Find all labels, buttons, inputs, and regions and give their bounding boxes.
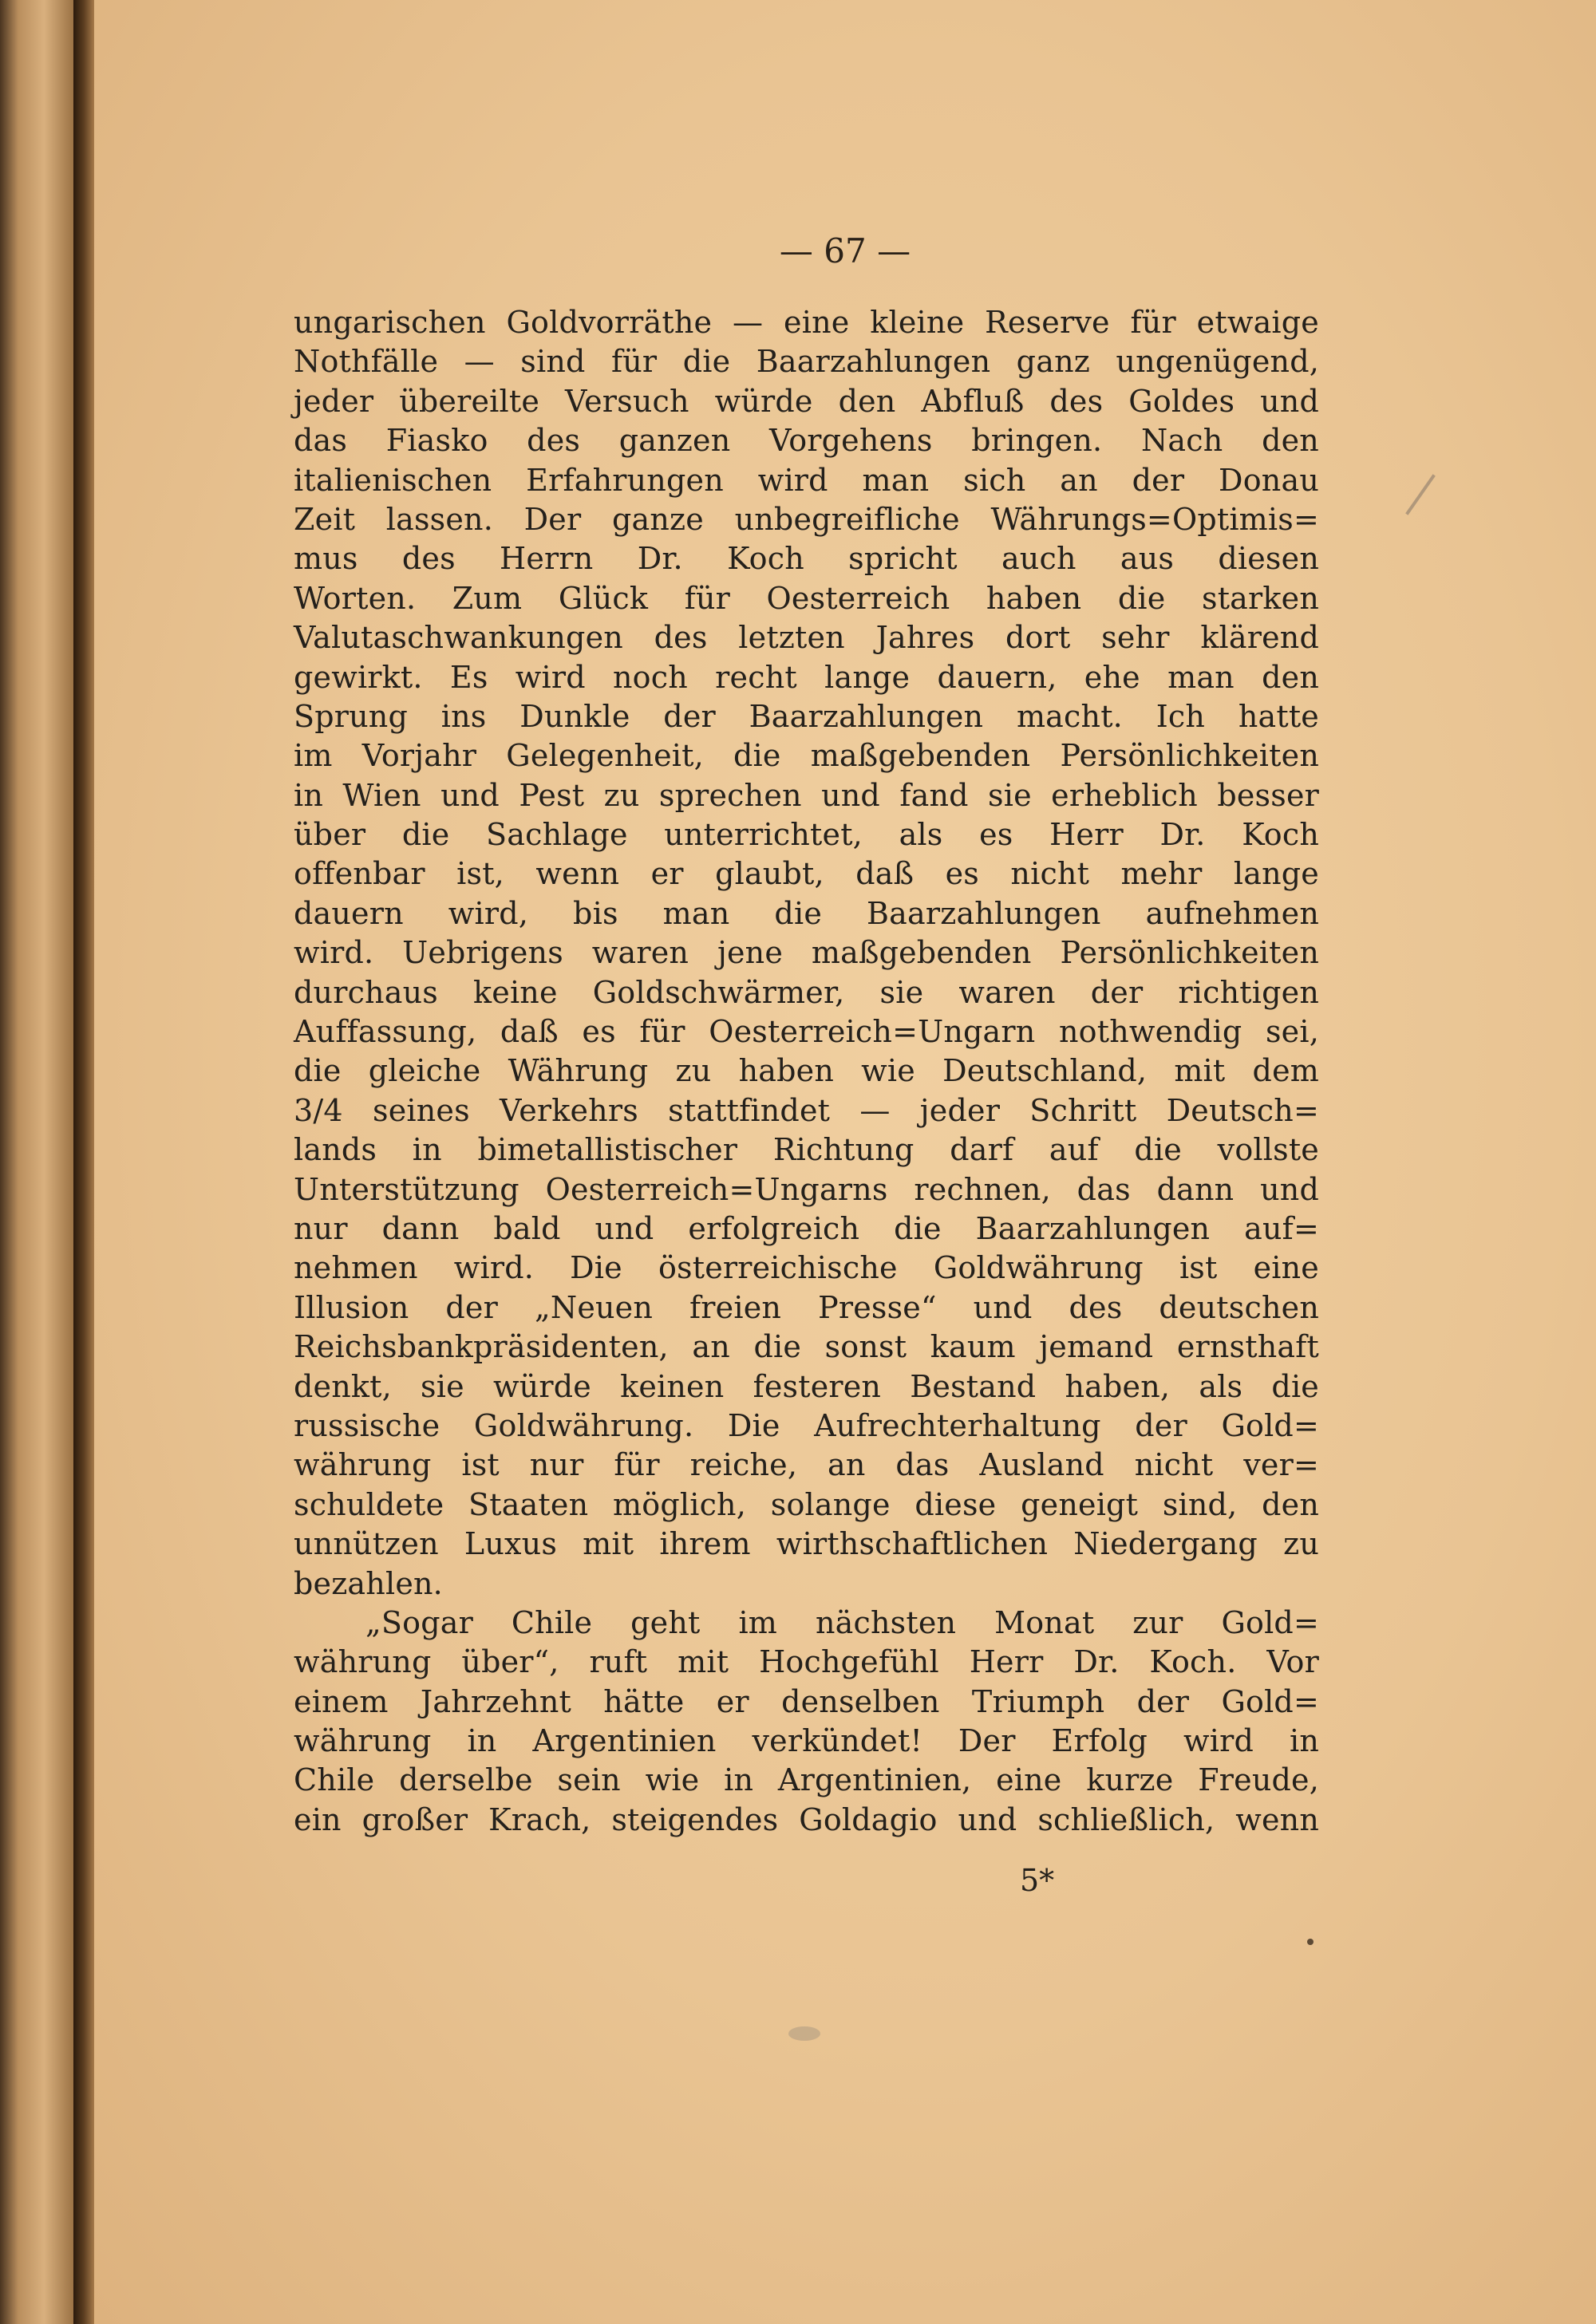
text-line: dauern wird, bis man die Baarzahlungen aufnehmen [294,895,1319,931]
text-line: Nothfälle — sind für die Baarzahlungen ganz ungenügend, [294,344,1319,380]
text-line: Reichsbankpräsidenten, an die sonst kaum jemand ernsthaft [294,1329,1319,1365]
text-line: währung in Argentinien verkündet! Der Erfolg wird in [294,1723,1319,1759]
text-line: offenbar ist, wenn er glaubt, daß es nicht mehr lange [294,856,1319,892]
text-line: wird. Uebrigens waren jene maßgebenden Persönlichkeiten [294,935,1319,971]
body-text [294,303,1319,1840]
text-line: währung über“, ruft mit Hochgefühl Herr Dr. Koch. Vor [294,1644,1319,1680]
text-line: das Fiasko des ganzen Vorgehens bringen. Nach den [294,423,1319,459]
text-line: mus des Herrn Dr. Koch spricht auch aus diesen [294,541,1319,577]
text-line: in Wien und Pest zu sprechen und fand sie erheblich besser [294,777,1319,813]
text-line: Illusion der „Neuen freien Presse“ und des deutschen [294,1289,1319,1325]
text-line: „Sogar Chile geht im nächsten Monat zur Gold= [365,1604,1319,1640]
text-line: über die Sachlage unterrichtet, als es Herr Dr. Koch [294,817,1319,853]
text-line: gewirkt. Es wird noch recht lange dauern, ehe man den [294,659,1319,695]
text-line: Sprung ins Dunkle der Baarzahlungen macht. Ich hatte [294,698,1319,734]
text-line: schuldete Staaten möglich, solange diese geneigt sind, den [294,1486,1319,1522]
book-page [94,0,1596,2324]
text-line: nur dann bald und erfolgreich die Baarzahlungen auf= [294,1210,1319,1246]
text-line: bezahlen. [294,1565,443,1601]
text-line: ungarischen Goldvorräthe — eine kleine Reserve für etwaige [294,305,1319,340]
text-line: jeder übereilte Versuch würde den Abfluß des Goldes und [294,383,1319,419]
text-line: denkt, sie würde keinen festeren Bestand haben, als die [294,1368,1319,1404]
text-line: 3/4 seines Verkehrs stattfindet — jeder Schritt Deutsch= [294,1092,1319,1128]
text-line: nehmen wird. Die österreichische Goldwährung ist eine [294,1250,1319,1286]
text-line: russische Goldwährung. Die Aufrechterhaltung der Gold= [294,1407,1319,1443]
text-line: durchaus keine Goldschwärmer, sie waren der richtigen [294,974,1319,1010]
page-number: — 67 — [779,231,911,270]
ink-speck [1307,1939,1314,1945]
text-line: Valutaschwankungen des letzten Jahres dort sehr klärend [294,620,1319,656]
text-line: ein großer Krach, steigendes Goldagio und schließlich, wenn [294,1801,1319,1837]
text-line: Unterstützung Oesterreich=Ungarns rechnen, das dann und [294,1171,1319,1207]
text-line: die gleiche Währung zu haben wie Deutschland, mit dem [294,1053,1319,1089]
text-line: italienischen Erfahrungen wird man sich an der Donau [294,462,1319,498]
text-line: Worten. Zum Glück für Oesterreich haben die starken [294,580,1319,616]
paper-smudge [788,2026,820,2041]
book-gutter [73,0,94,2324]
margin-pencil-mark [1405,474,1436,515]
text-line: unnützen Luxus mit ihrem wirthschaftlichen Niedergang zu [294,1526,1319,1562]
text-line: Chile derselbe sein wie in Argentinien, eine kurze Freude, [294,1762,1319,1798]
text-line: einem Jahrzehnt hätte er denselben Triumph der Gold= [294,1683,1319,1719]
facing-page-edge [0,0,73,2324]
text-line: Zeit lassen. Der ganze unbegreifliche Währungs=Optimis= [294,501,1319,537]
signature-mark: 5* [1020,1863,1055,1898]
text-line: im Vorjahr Gelegenheit, die maßgebenden Persönlichkeiten [294,738,1319,774]
text-line: lands in bimetallistischer Richtung darf auf die vollste [294,1132,1319,1168]
text-line: währung ist nur für reiche, an das Ausland nicht ver= [294,1447,1319,1483]
text-line: Auffassung, daß es für Oesterreich=Ungarn nothwendig sei, [294,1014,1319,1050]
